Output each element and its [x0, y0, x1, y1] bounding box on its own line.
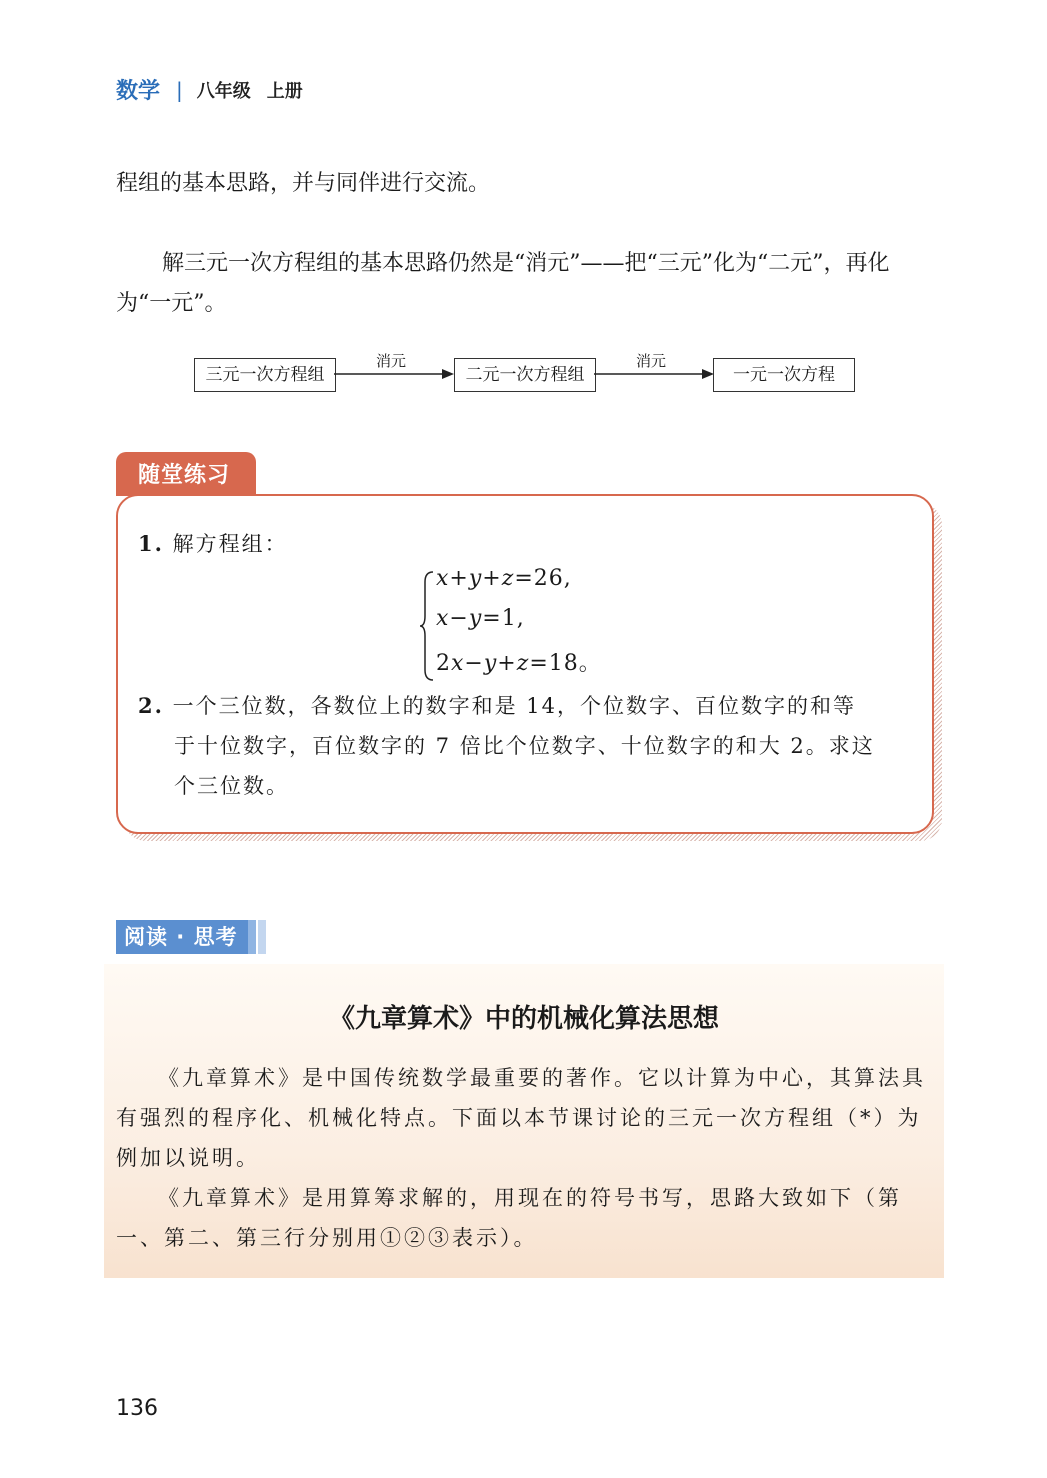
equation-rhs: =1, — [482, 606, 525, 631]
var-y: y — [468, 566, 483, 591]
question-1-text: 解方程组： — [172, 532, 288, 556]
var-x: x — [436, 606, 450, 631]
flow-box-three-var: 三元一次方程组 — [194, 358, 336, 392]
equation-rhs: =18。 — [529, 651, 602, 676]
equation-3 — [436, 646, 602, 677]
op-plus: + — [482, 566, 502, 591]
question-2-line-1: 一个三位数，各数位上的数字和是 14，个位数字、百位数字的和等 — [172, 694, 857, 718]
question-2-number: 2. — [138, 693, 164, 718]
flow-box-two-var: 二元一次方程组 — [454, 358, 596, 392]
grade-label: 八年级 — [196, 80, 251, 102]
op-minus: − — [464, 651, 484, 676]
var-x: x — [436, 566, 450, 591]
flow-arrow-1 — [334, 366, 456, 382]
volume-label: 上册 — [266, 80, 303, 102]
op-minus: − — [449, 606, 469, 631]
page-number: 136 — [116, 1396, 158, 1421]
flow-arrow-label-2: 消元 — [636, 352, 667, 370]
reading-paragraph-1: 《九章算术》是中国传统数学最重要的著作。它以计算为中心，其算法具有强烈的程序化、机械化特点。下面以本节课讨论的三元一次方程组（*）为例加以说明。 — [116, 1066, 926, 1170]
reading-title: 《九章算术》中的机械化算法思想 — [328, 1004, 719, 1034]
var-y: y — [468, 606, 483, 631]
question-2-line-2: 于十位数字，百位数字的 7 倍比个位数字、十位数字的和大 2。求这 — [174, 734, 875, 758]
intro-line: 程组的基本思路，并与同伴进行交流。 — [116, 171, 491, 196]
op-plus: + — [449, 566, 469, 591]
flow-arrow-2 — [594, 366, 716, 382]
header-separator: | — [176, 77, 183, 102]
flow-arrow-label-1: 消元 — [376, 352, 407, 370]
practice-tab-label: 随堂练习 — [138, 463, 231, 488]
question-1 — [138, 524, 288, 564]
op-plus: + — [497, 651, 517, 676]
system-brace — [418, 570, 436, 682]
question-1-number: 1. — [138, 531, 164, 556]
coefficient: 2 — [436, 651, 451, 676]
reading-tag-label: 阅读 · 思考 — [124, 925, 238, 949]
subject-label: 数学 — [116, 79, 161, 104]
equation-rhs: =26, — [514, 566, 572, 591]
equation-2 — [436, 606, 525, 631]
flow-box-one-var: 一元一次方程 — [713, 358, 855, 392]
page-header — [116, 74, 303, 105]
question-2 — [138, 686, 918, 806]
intro-paragraph: 解三元一次方程组的基本思路仍然是“消元”——把“三元”化为“二元”，再化为“一元”。 — [116, 251, 890, 316]
reading-paragraph-2: 《九章算术》是用算筹求解的，用现在的符号书写，思路大致如下（第一、第二、第三行分别用①②③表示）。 — [116, 1186, 902, 1250]
question-2-line-3: 个三位数。 — [174, 774, 289, 798]
equation-1 — [436, 566, 572, 591]
var-x: x — [451, 651, 465, 676]
var-z: z — [516, 651, 530, 676]
var-y: y — [483, 651, 498, 676]
var-z: z — [501, 566, 515, 591]
